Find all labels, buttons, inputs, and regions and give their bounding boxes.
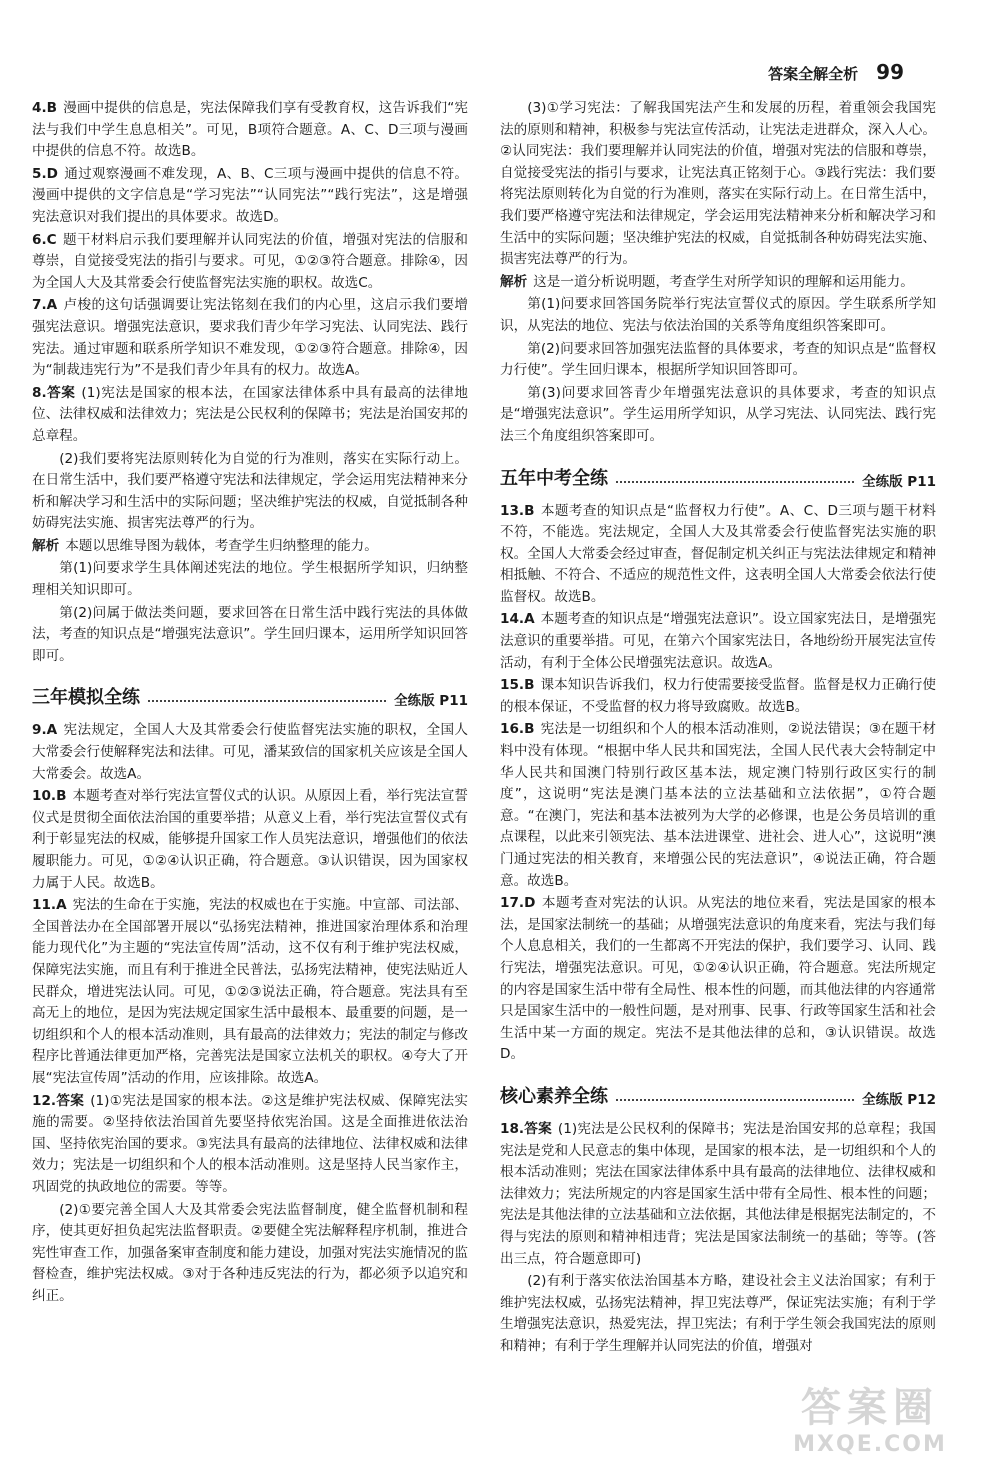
dotted-leader [616, 1099, 854, 1101]
item-text: 这是一道分析说明题，考查学生对所学知识的理解和运用能力。 [533, 273, 914, 290]
answer-item [32, 383, 468, 448]
section-header [500, 458, 936, 493]
answer-paragraph [500, 339, 936, 382]
item-label: 解析 [500, 273, 528, 290]
answer-item [32, 295, 468, 381]
answer-item [32, 230, 468, 295]
item-text: 通过观察漫画不难发现，A、B、C三项与漫画中提供的信息不符。漫画中提供的文字信息是“学习宪法”“认同宪法”“践行宪法”，这是增强宪法意识对我们提出的具体要求。故选D。 [32, 165, 468, 225]
item-text: (2)①要完善全国人大及其常委会宪法监督制度，健全监督机制和程序，使其更好担负起宪法监督职责。②要健全宪法解释程序机制，推进合宪性审查工作，加强备案审查制度和能力建设，加强对宪法实施情况的监督检查，维护宪法权威。③对于各种违反宪法的行为，都必须予以追究和纠正。 [32, 1201, 468, 1304]
item-text: 第(2)问要求回答加强宪法监督的具体要求，考查的知识点是“监督权力行使”。学生回归课本，根据所学知识回答即可。 [500, 340, 936, 379]
left-column [32, 98, 468, 1308]
answer-item [32, 1091, 468, 1199]
item-label: 13.B [500, 502, 535, 519]
item-text: 第(1)问要求学生具体阐述宪法的地位。学生根据所学知识，归纳整理相关知识即可。 [32, 560, 468, 599]
item-label: 12.答案 [32, 1092, 85, 1109]
dotted-leader [148, 700, 386, 702]
answer-paragraph [500, 294, 936, 337]
item-text: 第(2)问属于做法类问题，要求回答在日常生活中践行宪法的具体做法，考查的知识点是“增强宪法意识”。学生回归课本，运用所学知识回答即可。 [32, 604, 468, 664]
item-label: 解析 [32, 537, 60, 554]
section-title: 五年中考全练 [500, 467, 608, 489]
section-header [32, 677, 468, 712]
item-text: 课本知识告诉我们，权力行使需要接受监督。监督是权力正确行使的根本保证，不受监督的权力将导致腐败。故选B。 [500, 677, 936, 715]
item-text: 第(1)问要求回答国务院举行宪法宣誓仪式的原因。学生联系所学知识，从宪法的地位、宪法与依法治国的关系等角度组织答案即可。 [500, 296, 936, 334]
item-label: 16.B [500, 721, 535, 738]
answer-item [500, 272, 936, 294]
answer-item [32, 164, 468, 229]
item-label: 9.A [32, 722, 58, 739]
section-title: 核心素养全练 [500, 1085, 608, 1107]
answer-item [500, 893, 936, 1066]
watermark-logo: 答案圈 MXQE.COM [793, 1385, 947, 1457]
section-title: 三年模拟全练 [32, 687, 140, 709]
item-text: (1)①宪法是国家的根本法。②这是维护宪法权威、保障宪法实施的需要。②坚持依法治国首先要坚持依宪治国。这是全面推进依法治国、坚持依宪治国的要求。③宪法具有最高的法律地位、法律权威和法律效力；宪法是一切组织和个人的根本活动准则。这是坚持人民当家作主，巩固党的执政地位的需要。等等。 [32, 1092, 468, 1195]
section-page-ref: 全练版 P11 [394, 693, 468, 710]
item-text: 第(3)问要求回答青少年增强宪法意识的具体要求，考查的知识点是“增强宪法意识”。学生运用所学知识，从学习宪法、认同宪法、践行宪法三个角度组织答案即可。 [500, 384, 936, 444]
section-page-ref: 全练版 P12 [862, 1091, 936, 1108]
answer-item [32, 98, 468, 163]
answer-paragraph [500, 1271, 936, 1357]
answer-paragraph [32, 603, 468, 668]
item-label: 18.答案 [500, 1120, 552, 1137]
item-text: 宪法的生命在于实施，宪法的权威也在于实施。中宣部、司法部、全国普法办在全国部署开展以“弘扬宪法精神，推进国家治理体系和治理能力现代化”为主题的“宪法宣传周”活动，这不仅有利于维护宪法权威，保障宪法实施，而且有利于推进全民普法，弘扬宪法精神，使宪法贴近人民群众，增进宪法认同。可见，①②③说法正确，符合题意。宪法具有至高无上的地位，是因为宪法规定国家生活中最根本、最重要的问题，是一切组织和个人的根本活动准则，具有最高的法律效力；宪法的制定与修改程序比普通法律更加严格，完善宪法是国家立法机关的职权。④夸大了开展“宪法宣传周”活动的作用，应该排除。故选A。 [32, 897, 468, 1086]
right-column [500, 98, 936, 1358]
page-number: 99 [876, 60, 904, 84]
answer-item [32, 536, 468, 558]
item-label: 7.A [32, 297, 58, 314]
item-text: 卢梭的这句话强调要让宪法铭刻在我们的内心里，这启示我们要增强宪法意识。增强宪法意识，要求我们青少年学习宪法、认同宪法、践行宪法。通过审题和联系所学知识不难发现，①②③符合题意。排除④，因为“制裁违宪行为”不是我们青少年具有的权力。故选A。 [32, 297, 468, 379]
item-label: 5.D [32, 165, 58, 182]
item-label: 10.B [32, 788, 67, 805]
header-title: 答案全解全析 [768, 65, 859, 83]
item-text: (3)①学习宪法：了解我国宪法产生和发展的历程，着重领会我国宪法的原则和精神，积极参与宪法宣传活动，让宪法走进群众，深入人心。②认同宪法：我们要理解并认同宪法的价值，增强对宪法的信服和尊崇，自觉接受宪法的指引与要求，让宪法真正铭刻于心。③践行宪法：我们要将宪法原则转化为自觉的行为准则，落实在实际行动上。在日常生活中，我们要严格遵守宪法和法律规定，学会运用宪法精神来分析和解决学习和生活中的实际问题；坚决维护宪法的权威，自觉抵制各种妨碍宪法实施、损害宪法尊严的行为。 [500, 100, 936, 268]
item-label: 8.答案 [32, 384, 76, 401]
item-text: (1)宪法是国家的根本法，在国家法律体系中具有最高的法律地位、法律权威和法律效力；宪法是公民权利的保障书；宪法是治国安邦的总章程。 [32, 384, 468, 444]
item-text: (2)我们要将宪法原则转化为自觉的行为准则，落实在实际行动上。在日常生活中，我们要严格遵守宪法和法律规定，学会运用宪法精神来分析和解决学习和生活中的实际问题；坚决维护宪法的权威，自觉抵制各种妨碍宪法实施、损害宪法尊严的行为。 [32, 450, 468, 532]
item-label: 6.C [32, 231, 57, 248]
item-text: 本题考查对宪法的认识。从宪法的地位来看，宪法是国家的根本法，是国家法制统一的基础；从增强宪法意识的角度来看，宪法与我们每个人息息相关，我们的一生都离不开宪法的保护，我们要学习、认同、践行宪法，增强宪法意识。可见，①②④认识正确，符合题意。宪法所规定的内容是国家生活中带有全局性、根本性的问题，而其他法律的内容通常只是国家生活中的一般性问题，是对刑事、民事、行政等国家生活和社会生活中某一方面的规定。宪法不是其他法律的总和，③认识错误。故选D。 [500, 895, 936, 1063]
answer-paragraph [32, 558, 468, 601]
item-text: 本题考查的知识点是“监督权力行使”。A、C、D三项与题干材料不符，不能选。宪法规定，全国人大及其常委会行使监督宪法实施的职权。全国人大常委会经过审查，督促制定机关纠正与宪法法律规定和精神相抵触、不符合、不适应的规范性文件，这表明全国人大常委会依法行使监督权。故选B。 [500, 502, 936, 605]
item-label: 15.B [500, 677, 535, 694]
item-label: 11.A [32, 897, 67, 914]
item-label: 14.A [500, 611, 535, 628]
answer-item [500, 1119, 936, 1270]
section-page-ref: 全练版 P11 [862, 473, 936, 490]
answer-item [500, 609, 936, 674]
answer-item [500, 675, 936, 718]
item-text: (2)有利于落实依法治国基本方略，建设社会主义法治国家；有利于维护宪法权威，弘扬宪法精神，捍卫宪法尊严，保证宪法实施；有利于学生增强宪法意识，热爱宪法，捍卫宪法；有利于学生领会我国宪法的原则和精神；有利于学生理解并认同宪法的价值，增强对 [500, 1273, 936, 1354]
answer-item [32, 895, 468, 1089]
section-header [500, 1076, 936, 1111]
answer-item [32, 786, 468, 894]
item-label: 4.B [32, 100, 57, 116]
page-header [768, 60, 904, 84]
item-text: 本题考查对举行宪法宣誓仪式的认识。从原因上看，举行宪法宣誓仪式是贯彻全面依法治国的重要举措；从意义上看，举行宪法宣誓仪式有利于彰显宪法的权威，能够提升国家工作人员宪法意识，增强他们的依法履职能力。可见，①②④认识正确，符合题意。③认识错误，因为国家权力属于人民。故选B。 [32, 788, 468, 891]
answer-paragraph [500, 383, 936, 448]
answer-item [500, 501, 936, 609]
item-text: 漫画中提供的信息是，宪法保障我们享有受教育权，这告诉我们“宪法与我们中学生息息相关”。可见，B项符合题意。A、C、D三项与漫画中提供的信息不符。故选B。 [32, 100, 468, 160]
answer-paragraph [32, 449, 468, 535]
answer-paragraph [500, 98, 936, 271]
answer-item [32, 720, 468, 785]
answer-paragraph [32, 1200, 468, 1308]
item-text: 宪法规定，全国人大及其常委会行使监督宪法实施的职权，全国人大常委会行使解释宪法和法律。可见，潘某致信的国家机关应该是全国人大常委会。故选A。 [32, 722, 468, 782]
item-text: 本题考查的知识点是“增强宪法意识”。设立国家宪法日，是增强宪法意识的重要举措。可见，在第六个国家宪法日，各地纷纷开展宪法宣传活动，有利于全体公民增强宪法意识。故选A。 [500, 611, 936, 671]
item-text: 本题以思维导图为载体，考查学生归纳整理的能力。 [65, 537, 378, 554]
answer-item [500, 719, 936, 892]
dotted-leader [616, 481, 854, 483]
item-label: 17.D [500, 895, 536, 912]
item-text: 宪法是一切组织和个人的根本活动准则，②说法错误；③在题干材料中没有体现。“根据中华人民共和国宪法，全国人民代表大会特制定中华人民共和国澳门特别行政区基本法，规定澳门特别行政区实行的制度”，这说明“宪法是澳门基本法的立法基础和立法依据”，①符合题意。“在澳门，宪法和基本法被列为大学的必修课，也是公务员培训的重点课程，以此来引领宪法、基本法进课堂、进社会、进人心”，这说明“澳门通过宪法的相关教育，来增强公民的宪法意识”，④说法正确，符合题意。故选B。 [500, 721, 936, 889]
item-text: 题干材料启示我们要理解并认同宪法的价值，增强对宪法的信服和尊崇，自觉接受宪法的指引与要求。可见，①②③符合题意。排除④，因为全国人大及其常委会行使监督宪法实施的职权。故选C。 [32, 231, 468, 291]
item-text: (1)宪法是公民权利的保障书；宪法是治国安邦的总章程；我国宪法是党和人民意志的集中体现，是国家的根本法，是一切组织和个人的根本活动准则；宪法在国家法律体系中具有最高的法律地位、法律权威和法律效力；宪法所规定的内容是国家生活中带有全局性、根本性的问题；宪法是其他法律的立法基础和立法依据，其他法律是根据宪法制定的，不得与宪法的原则和精神相违背；宪法是国家法制统一的基础；等等。(答出三点，符合题意即可) [500, 1120, 936, 1267]
